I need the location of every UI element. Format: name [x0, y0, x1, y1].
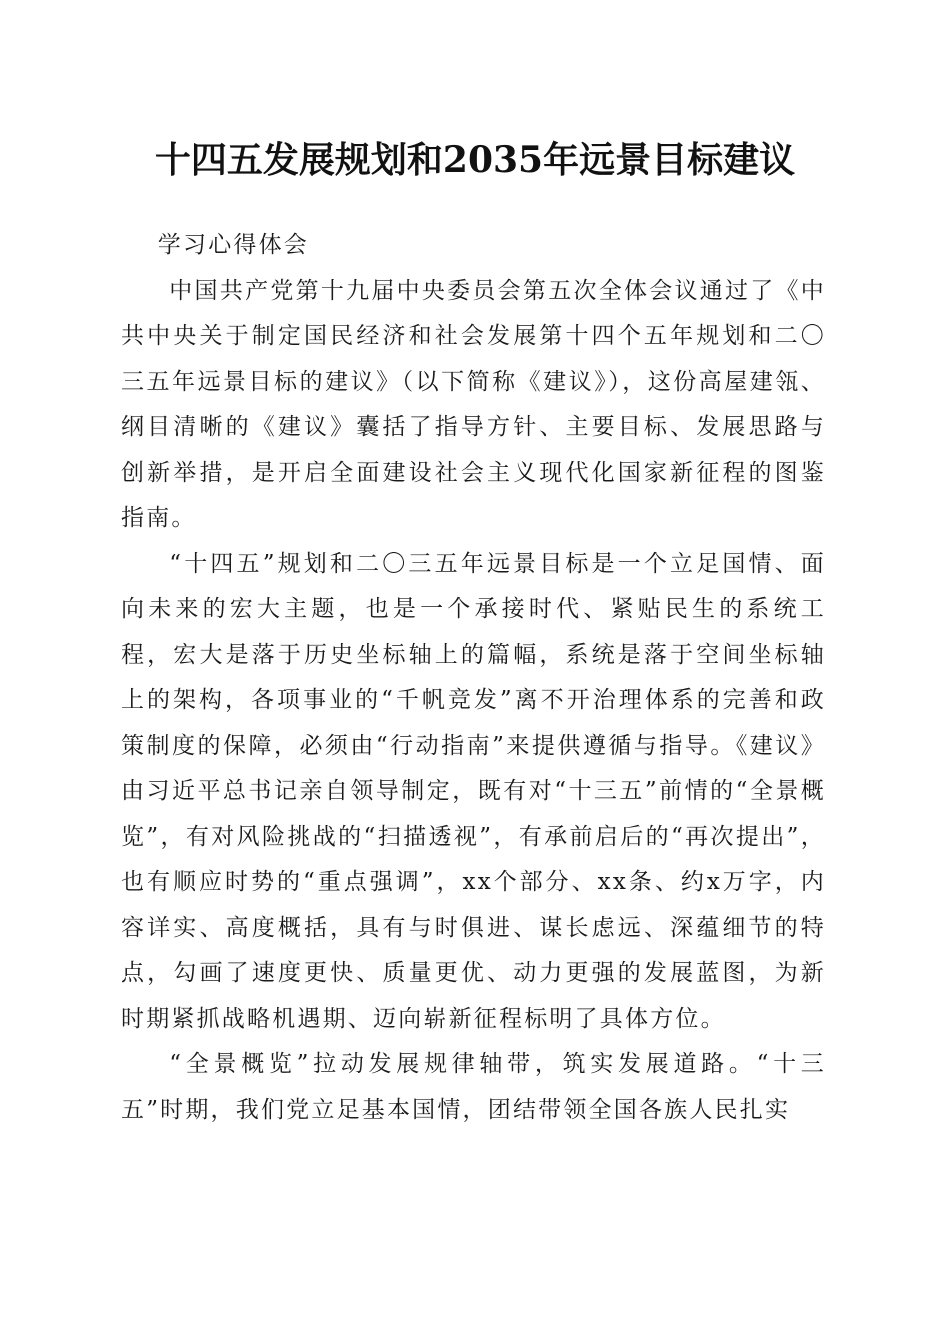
body-paragraph: “十四五”规划和二〇三五年远景目标是一个立足国情、面向未来的宏大主题，也是一个承接时代、紧贴民生的系统工程，宏大是落于历史坐标轴上的篇幅，系统是落于空间坐标轴上的架构，各项事业的“千帆竞发”离不开治理体系的完善和政策制度的保障，必须由“行动指南”来提供遵循与指导。《建议》由习近平总书记亲自领导制定，既有对“十三五”前情的“全景概览”，有对风险挑战的“扫描透视”，有承前启后的“再次提出”，也有顺应时势的“重点强调”，xx个部分、xx条、约x万字，内容详实、高度概括，具有与时俱进、谋长虑远、深蕴细节的特点，勾画了速度更快、质量更优、动力更强的发展蓝图，为新时期紧抓战略机遇期、迈向崭新征程标明了具体方位。: [121, 550, 826, 1032]
document-title: 十四五发展规划和2035年远景目标建议: [154, 139, 796, 181]
body-paragraph: “全景概览”拉动发展规律轴带，筑实发展道路。“十三五”时期，我们党立足基本国情，团结带领全国各族人民扎实: [121, 1051, 826, 1123]
document-body: [121, 223, 826, 1133]
body-paragraph: 中国共产党第十九届中央委员会第五次全体会议通过了《中共中央关于制定国民经济和社会发展第十四个五年规划和二〇三五年远景目标的建议》（以下简称《建议》），这份高屋建瓴、纲目清晰的《建议》囊括了指导方针、主要目标、发展思路与创新举措，是开启全面建设社会主义现代化国家新征程的图鉴指南。: [121, 277, 826, 531]
document-subtitle: 学习心得体会: [157, 232, 309, 258]
